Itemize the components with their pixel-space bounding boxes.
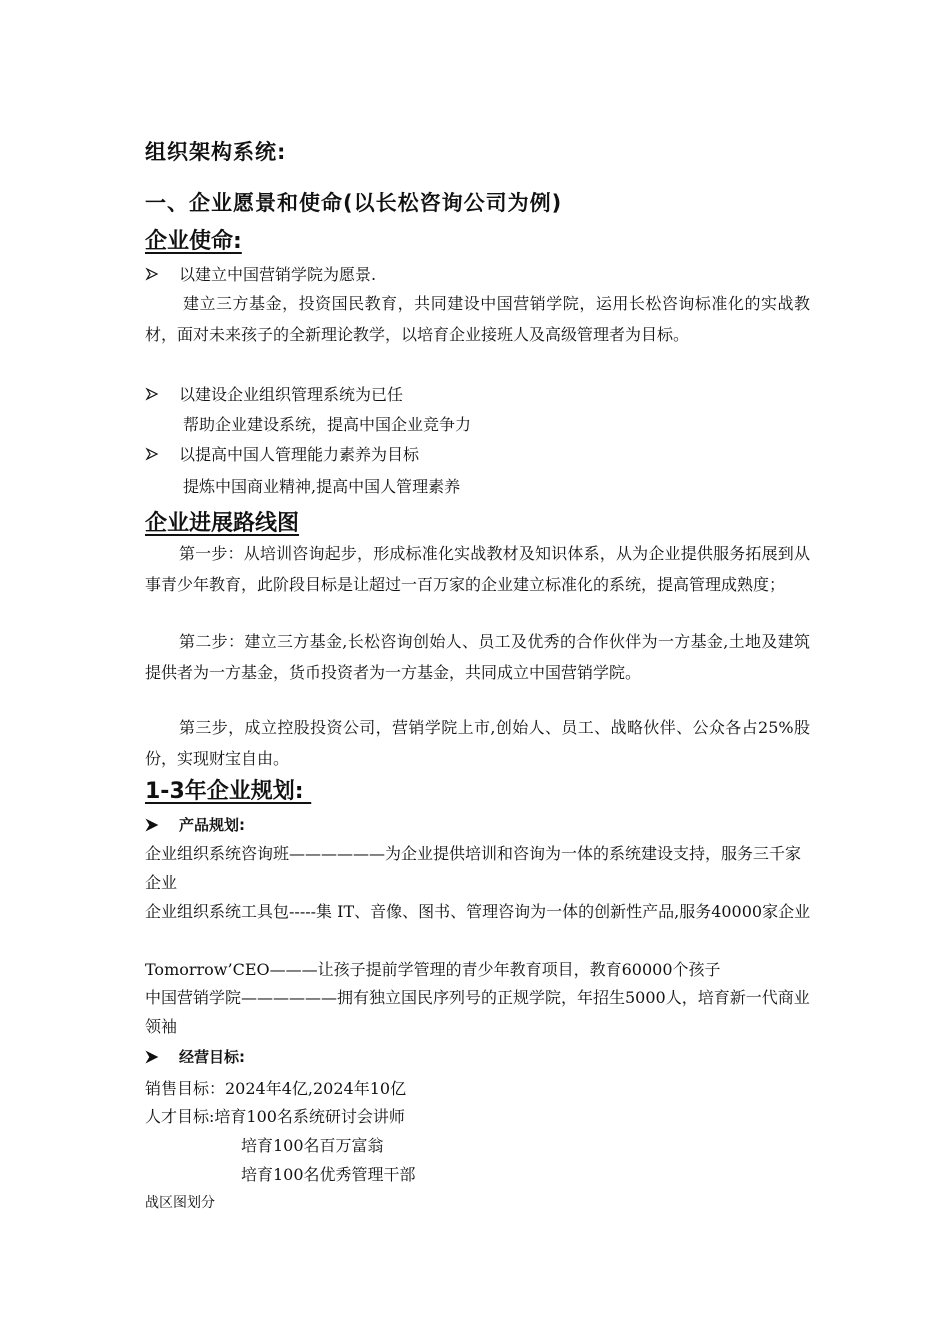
mission-bullet-text: 以建设企业组织管理系统为已任	[179, 385, 404, 404]
mission-bullet-detail: 帮助企业建设系统，提高中国企业竞争力	[183, 415, 472, 434]
product-item-4: 中国营销学院——————拥有独立国民序列号的正规学院，年招生5000人，培育新一代商业领袖	[145, 988, 810, 1036]
product-plan-text: 产品规划:	[179, 816, 245, 834]
business-goal-label	[145, 1046, 245, 1067]
mission-bullet-text: 以建立中国营销学院为愿景.	[179, 265, 377, 284]
arrow-bullet-icon	[145, 267, 159, 281]
mission-bullet-detail: 建立三方基金，投资国民教育，共同建设中国营销学院，运用长松咨询标准化的实战教材，面对未来孩子的全新理论教学，以培育企业接班人及高级管理者为目标。	[145, 294, 810, 344]
product-plan-label	[145, 814, 245, 835]
plan-heading: 1-3年企业规划:	[145, 779, 312, 804]
roadmap-heading: 企业进展路线图	[145, 511, 300, 536]
section1-heading: 一、企业愿景和使命(以长松咨询公司为例)	[145, 191, 563, 215]
mission-heading: 企业使命:	[145, 229, 242, 254]
business-goal-text: 经营目标:	[179, 1048, 245, 1066]
arrow-bullet-icon	[145, 447, 159, 461]
product-item-2: 企业组织系统工具包-----集 IT、音像、图书、管理咨询为一体的创新性产品,服务40000家企业	[145, 902, 811, 921]
arrow-bullet-icon	[145, 818, 159, 832]
talent-goal-item: 培育100名优秀管理干部	[241, 1165, 416, 1184]
footer-note: 战区图划分	[145, 1195, 215, 1211]
document-title: 组织架构系统:	[145, 140, 287, 164]
roadmap-step-1: 第一步：从培训咨询起步，形成标准化实战教材及知识体系，从为企业提供服务拓展到从事青少年教育，此阶段目标是让超过一百万家的企业建立标准化的系统，提高管理成熟度；	[145, 544, 810, 594]
arrow-bullet-icon	[145, 387, 159, 401]
mission-bullet-detail: 提炼中国商业精神,提高中国人管理素养	[183, 477, 461, 496]
mission-bullet-2	[145, 382, 403, 405]
product-item-3: Tomorrow’CEO———让孩子提前学管理的青少年教育项目，教育60000个孩子	[145, 960, 721, 979]
talent-goal-item: 培育100名百万富翁	[241, 1136, 384, 1155]
product-item-1: 企业组织系统咨询班——————为企业提供培训和咨询为一体的系统建设支持，服务三千家企业	[145, 844, 802, 892]
mission-bullet-3	[145, 442, 419, 465]
sales-goal: 销售目标：2024年4亿,2024年10亿	[145, 1079, 407, 1098]
talent-goal: 人才目标:培育100名系统研讨会讲师	[145, 1107, 405, 1126]
roadmap-step-3: 第三步，成立控股投资公司，营销学院上市,创始人、员工、战略伙伴、公众各占25%股份，实现财宝自由。	[145, 718, 810, 768]
roadmap-step-2: 第二步：建立三方基金,长松咨询创始人、员工及优秀的合作伙伴为一方基金,土地及建筑提供者为一方基金，货币投资者为一方基金，共同成立中国营销学院。	[145, 632, 810, 682]
arrow-bullet-icon	[145, 1050, 159, 1064]
mission-bullet-1	[145, 262, 376, 285]
mission-bullet-text: 以提高中国人管理能力素养为目标	[179, 445, 420, 464]
